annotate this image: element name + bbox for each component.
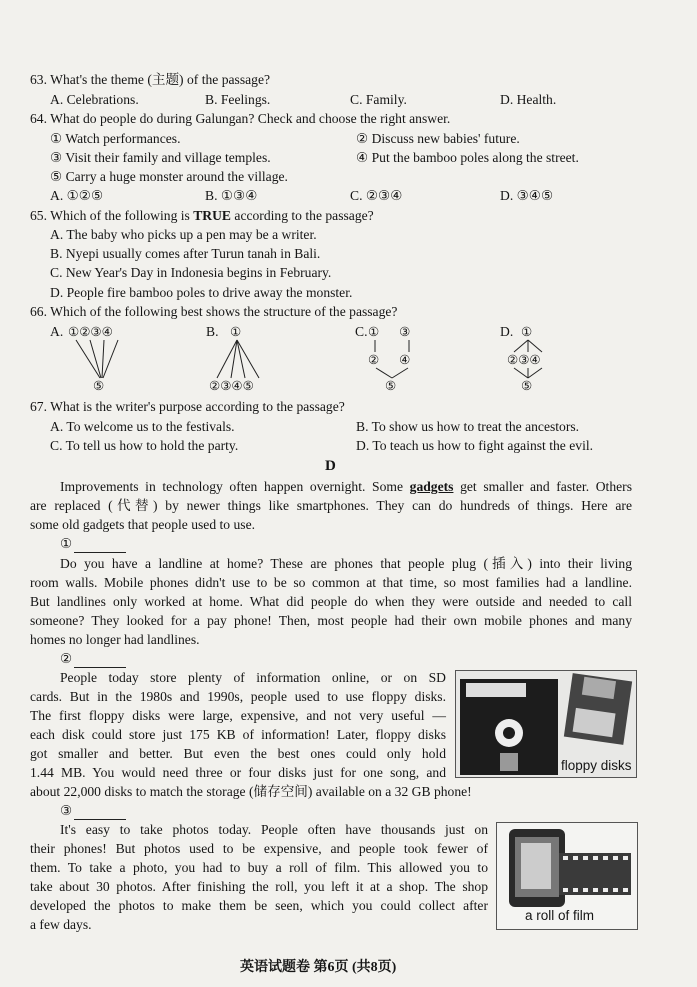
- q64-item-5: ⑤ Carry a huge monster around the village.: [50, 169, 288, 184]
- q65-option-c: C. New Year's Day in Indonesia begins in February.: [50, 265, 332, 280]
- q66-label-b: B.: [206, 324, 219, 339]
- q64-item-1: ① Watch performances.: [50, 131, 181, 146]
- q66-label-a: A.: [50, 324, 64, 339]
- blank-3[interactable]: ③: [60, 802, 126, 820]
- q66-c-mid: ② ④: [368, 352, 411, 367]
- q66-d-top: ①: [521, 324, 533, 339]
- q67-option-b: B. To show us how to treat the ancestors.: [356, 419, 580, 434]
- q64-option-a: A. ①②⑤: [50, 188, 104, 203]
- intro-line-3: some old gadgets that people used to use.: [30, 517, 256, 532]
- q66-d-bottom: ⑤: [521, 378, 533, 393]
- q66-a-bottom: ⑤: [93, 378, 105, 393]
- q66-diagram-b: [205, 322, 285, 394]
- blank-1[interactable]: ①: [60, 535, 126, 553]
- intro-line-2: are replaced (代替) by newer things like smartphones. They can do hundreds of things. Here are: [30, 498, 632, 513]
- q66-stem: 66. Which of the following best shows the structure of the passage?: [30, 304, 398, 319]
- q65-option-d: D. People fire bamboo poles to drive away the monster.: [50, 285, 353, 300]
- q63-option-b: B. Feelings.: [205, 92, 271, 107]
- q64-item-3: ③ Visit their family and village temples.: [50, 150, 271, 165]
- p3-line-6: a few days.: [30, 917, 92, 932]
- page-footer: 英语试题卷 第6页 (共8页): [240, 960, 397, 975]
- q66-d-mid: ②③④: [507, 352, 541, 367]
- p2-line-5: got smaller and better. But even the best ones could only hold: [30, 746, 446, 761]
- p3-line-5: developed the photos to make them be seen, which you could collect after: [30, 898, 488, 913]
- floppy-caption: floppy disks: [561, 758, 632, 773]
- p2-line-4: each disk could store just 175 KB of information! Later, floppy disks: [30, 727, 446, 742]
- p1-line-1: Do you have a landline at home? These are phones that people plug (插入) into their living: [60, 556, 632, 571]
- q66-b-bottom: ②③④⑤: [209, 378, 254, 393]
- q64-option-d: D. ③④⑤: [500, 188, 554, 203]
- q65-option-b: B. Nyepi usually comes after Turun tanah in Bali.: [50, 246, 321, 261]
- p1-line-2: room walls. Mobile phones didn't use to be so common at that time, so most families had a landline.: [30, 575, 632, 590]
- q67-option-d: D. To teach us how to fight against the evil.: [356, 438, 594, 453]
- q66-a-top: ①②③④: [68, 324, 113, 339]
- q67-option-c: C. To tell us how to hold the party.: [50, 438, 239, 453]
- q63-option-c: C. Family.: [350, 92, 407, 107]
- intro-line-1: Improvements in technology often happen overnight. Some gadgets get smaller and faster. Others: [60, 479, 632, 494]
- q67-option-a: A. To welcome us to the festivals.: [50, 419, 235, 434]
- p3-line-1: It's easy to take photos today. People often have thousands just on: [60, 822, 488, 837]
- q64-option-c: C. ②③④: [350, 188, 403, 203]
- p3-line-2: their phones! But photos used to be expensive, and people took fewer of: [30, 841, 488, 856]
- p2-line-3: The first floppy disks were large, expensive, and not very useful —: [30, 708, 446, 723]
- p2-line-1: People today store plenty of information online, or on SD: [60, 670, 446, 685]
- blank-2[interactable]: ②: [60, 650, 126, 668]
- p2-line-7: about 22,000 disks to match the storage (储存空间) available on a 32 GB phone!: [30, 784, 472, 799]
- q64-option-b: B. ①③④: [205, 188, 258, 203]
- q64-item-2: ② Discuss new babies' future.: [356, 131, 520, 146]
- q66-label-c: C.: [355, 324, 368, 339]
- q66-diagram-d: [506, 322, 576, 394]
- q66-c-bottom: ⑤: [385, 378, 397, 393]
- p3-line-3: them. To take a photo, you had to buy a roll of film. This allowed you to: [30, 860, 488, 875]
- q63-option-d: D. Health.: [500, 92, 557, 107]
- q66-label-d: D.: [500, 324, 514, 339]
- q67-stem: 67. What is the writer's purpose according to the passage?: [30, 399, 345, 414]
- q65-option-a: A. The baby who picks up a pen may be a writer.: [50, 227, 317, 242]
- q63-option-a: A. Celebrations.: [50, 92, 139, 107]
- q64-item-4: ④ Put the bamboo poles along the street.: [356, 150, 579, 165]
- section-d-heading: D: [325, 458, 336, 474]
- p1-line-5: homes no longer had landlines.: [30, 632, 200, 647]
- q65-stem: 65. Which of the following is TRUE according to the passage?: [30, 208, 374, 223]
- q66-diagram-a: [66, 322, 146, 394]
- q64-stem: 64. What do people do during Galungan? Check and choose the right answer.: [30, 111, 451, 126]
- p1-line-3: But landlines only worked at home. What did people do when they were outside and needed to call: [30, 594, 632, 609]
- film-caption: a roll of film: [525, 908, 595, 923]
- q63-stem: 63. What's the theme (主题) of the passage?: [30, 72, 271, 87]
- p2-line-6: 1.44 MB. You would need three or four disks just for one song, and: [30, 765, 446, 780]
- q66-b-top: ①: [230, 324, 242, 339]
- q66-c-top: ① ③: [368, 324, 411, 339]
- p2-line-2: cards. But in the 1980s and 1990s, people used to use floppy disks.: [30, 689, 446, 704]
- p3-line-4: take about 30 photos. After finishing the roll, you left it at a shop. The shop: [30, 879, 488, 894]
- p1-line-4: someone? They looked for a pay phone! Then, most people had their own mobile phones and many: [30, 613, 632, 628]
- q66-diagram-c: [368, 322, 438, 394]
